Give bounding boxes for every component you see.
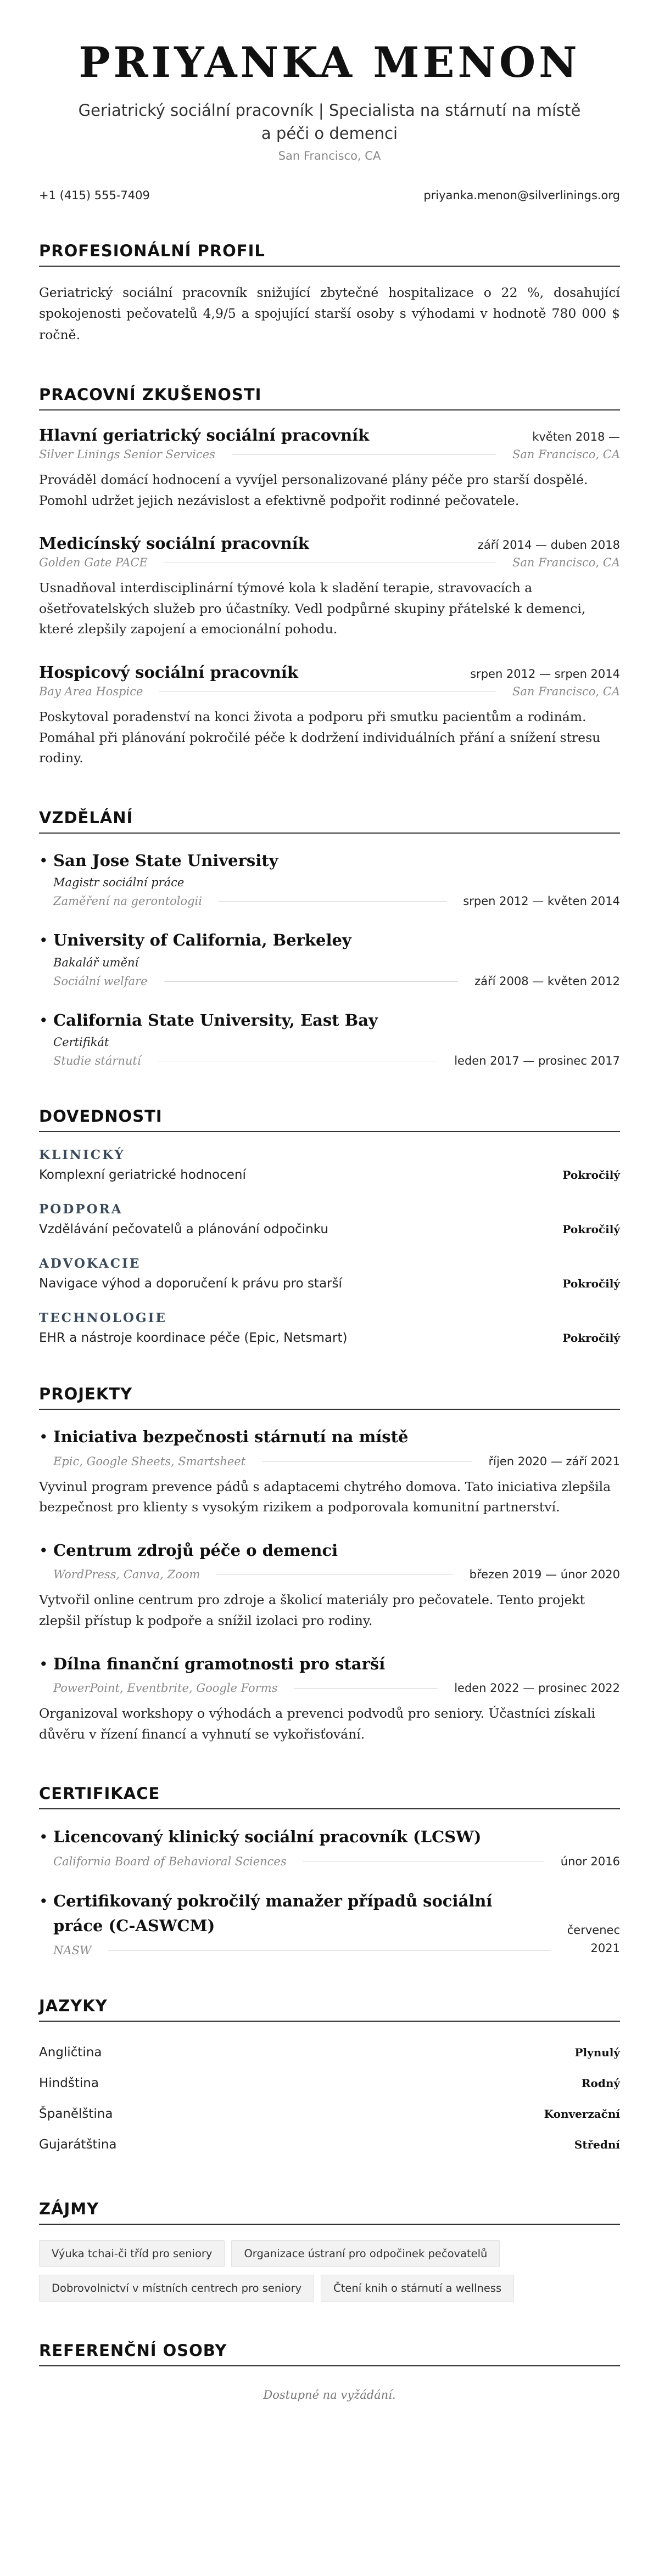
degree: Certifikát [53,1036,109,1049]
education-dates: září 2008 — květen 2012 [474,974,620,988]
language-level: Střední [574,2138,620,2152]
interest-tag: Výuka tchai-či tříd pro seniory [39,2240,225,2267]
interest-tag: Organizace ústraní pro odpočinek pečovatelů [231,2240,500,2267]
section-title: PROJEKTY [39,1385,620,1410]
certification-name: Licencovaný klinický sociální pracovník (LCSW) [53,1827,482,1847]
project-name: Iniciativa bezpečnosti stárnutí na místě [53,1427,409,1447]
skill-level: Pokročilý [562,1168,620,1182]
school-name: San Jose State University [53,851,278,870]
job-org: Bay Area Hospice [39,684,143,698]
field-of-study: Sociální welfare [53,974,148,988]
language-row [39,2129,620,2160]
skill-group [39,1202,620,1236]
language-name: Hindština [39,2076,99,2091]
profile-text: Geriatrický sociální pracovník snižující zbytečné hospitalizace o 22 %, dosahující spokojenosti pečovatelů 4,9/5 a spojující starší osoby s výhodami v hodnotě 780 000 $ ročně. [39,284,620,343]
candidate-name: PRIYANKA MENON [79,38,580,87]
language-level: Plynulý [574,2046,620,2060]
job-entry [39,426,620,511]
school-name: University of California, Berkeley [53,931,351,950]
bullet-icon: • [39,1892,48,1911]
interest-tags [39,2240,620,2302]
language-name: Angličtina [39,2045,102,2060]
certification-entry [39,1889,620,1957]
skills-section [39,1107,620,1345]
skill-level: Pokročilý [562,1277,620,1291]
skill-level: Pokročilý [562,1223,620,1236]
section-title: ZÁJMY [39,2200,620,2225]
job-description: Usnadňoval interdisciplinární týmové kola k sladění terapie, stravovacích a ošetřovatelských služeb pro účastníky. Vedl podpůrné skupiny přátelské k demenci, které zlepšily zapojení a emocionální pohodu. [39,580,586,637]
field-of-study: Studie stárnutí [53,1054,141,1068]
resume-page [39,0,620,2401]
job-entry [39,534,620,640]
skill-group [39,1311,620,1345]
project-description: Vyvinul program prevence pádů s adaptacemi chytrého domova. Tato iniciativa zlepšila bezpečnost pro klienty s vysokým rizikem a podporovala komunitní partnerství. [39,1478,611,1515]
skill-name: Vzdělávání pečovatelů a plánování odpočinku [39,1222,328,1237]
education-entry [39,849,620,908]
phone-number: +1 (415) 555-7409 [39,188,150,202]
skill-name: Komplexní geriatrické hodnocení [39,1168,246,1183]
job-location: San Francisco, CA [512,684,620,698]
certification-entry [39,1825,620,1868]
candidate-location: San Francisco, CA [278,149,381,162]
language-row [39,2068,620,2099]
resume-header [39,40,620,162]
education-dates: leden 2017 — prosinec 2017 [454,1054,620,1068]
divider [232,454,496,455]
project-entry [39,1539,620,1632]
project-tools: WordPress, Canva, Zoom [53,1568,200,1582]
section-title: DOVEDNOSTI [39,1107,620,1132]
job-title: Hlavní geriatrický sociální pracovník [39,425,370,445]
degree: Magistr sociální práce [53,876,185,890]
skill-category: PODPORA [39,1202,123,1217]
school-name: California State University, East Bay [53,1010,378,1030]
divider [262,1461,472,1462]
skill-category: ADVOKACIE [39,1256,141,1272]
project-tools: Epic, Google Sheets, Smartsheet [53,1454,246,1468]
bullet-icon: • [39,1655,48,1673]
project-tools: PowerPoint, Eventbrite, Google Forms [53,1681,278,1695]
bullet-icon: • [39,1428,48,1447]
section-title: PROFESIONÁLNÍ PROFIL [39,241,620,267]
job-title: Medicínský sociální pracovník [39,534,309,553]
job-title: Hospicový sociální pracovník [39,662,298,682]
project-entry [39,1652,620,1745]
section-title: CERTIFIKACE [39,1784,620,1809]
divider [159,691,496,692]
education-dates: srpen 2012 — květen 2014 [463,895,620,908]
projects-section [39,1385,620,1745]
divider [108,1950,551,1951]
job-description: Prováděl domácí hodnocení a vyvíjel personalizované plány péče pro starší dospělé. Pomohl udržet jejich nezávislost a efektivně podpořit rodinné pečovatele. [39,471,588,508]
field-of-study: Zaměření na gerontologii [53,895,202,908]
section-title: VZDĚLÁNÍ [39,808,620,834]
interest-tag: Dobrovolnictví v místních centrech pro seniory [39,2275,314,2302]
bullet-icon: • [39,851,48,870]
skill-level: Pokročilý [562,1331,620,1345]
degree: Bakalář umění [53,955,139,969]
language-row [39,2037,620,2068]
certification-issuer: NASW [53,1944,92,1958]
language-name: Gujarátština [39,2138,117,2152]
section-title: PRACOVNÍ ZKUŠENOSTI [39,385,620,410]
certification-date: únor 2016 [560,1855,620,1869]
language-level: Rodný [581,2077,620,2090]
language-level: Konverzační [544,2107,620,2121]
email-address[interactable]: priyanka.menon@silverlinings.org [423,188,620,202]
skill-category: TECHNOLOGIE [39,1311,167,1326]
certification-date: červenec 2021 [567,1923,620,1955]
job-location: San Francisco, CA [512,556,620,570]
language-name: Španělština [39,2107,113,2122]
project-name: Centrum zdrojů péče o demenci [53,1540,338,1560]
section-title: REFERENČNÍ OSOBY [39,2341,620,2366]
job-dates: srpen 2012 — srpen 2014 [470,667,620,680]
project-dates: říjen 2020 — září 2021 [488,1454,620,1468]
job-entry [39,663,620,769]
bullet-icon: • [39,1828,48,1847]
job-org: Silver Linings Senior Services [39,447,215,461]
skill-group [39,1148,620,1182]
job-dates: květen 2018 — [532,430,620,443]
certification-name: Certifikovaný pokročilý manažer případů sociální práce (C-ASWCM) [53,1892,493,1936]
project-name: Dílna finanční gramotnosti pro starší [53,1654,386,1673]
bullet-icon: • [39,931,48,950]
skill-name: EHR a nástroje koordinace péče (Epic, Netsmart) [39,1331,348,1346]
skill-name: Navigace výhod a doporučení k právu pro starší [39,1276,342,1291]
job-org: Golden Gate PACE [39,556,148,570]
section-title: JAZYKY [39,1996,620,2022]
project-description: Organizoval workshopy o výhodách a prevenci podvodů pro seniory. Účastníci získali důvěru v řízení financí a vyhnutí se vykořisťování. [39,1706,596,1742]
project-dates: březen 2019 — únor 2020 [469,1568,620,1582]
project-dates: leden 2022 — prosinec 2022 [454,1681,620,1695]
education-entry [39,1009,620,1068]
education-section [39,808,620,1068]
interests-section [39,2200,620,2302]
job-location: San Francisco, CA [512,447,620,461]
education-entry [39,929,620,988]
experience-section [39,385,620,769]
job-description: Poskytoval poradenství na konci života a podporu při smutku pacientům a rodinám. Pomáhal při plánování pokročilé péče k dodržení individuálních přání a snížení stresu rodiny. [39,708,601,766]
language-row [39,2099,620,2129]
skill-group [39,1256,620,1291]
references-section [39,2341,620,2401]
bullet-icon: • [39,1541,48,1560]
contact-row [39,189,620,202]
skill-category: KLINICKÝ [39,1148,125,1163]
job-dates: září 2014 — duben 2018 [477,538,620,552]
languages-section [39,1996,620,2160]
profile-section [39,241,620,346]
candidate-tagline: Geriatrický sociální pracovník | Specialista na stárnutí na místě a péči o demenci [78,100,581,143]
divider [303,1861,544,1862]
references-note: Dostupné na vyžádání. [263,2388,396,2402]
certifications-section [39,1784,620,1957]
interest-tag: Čtení knih o stárnutí a wellness [321,2275,514,2302]
bullet-icon: • [39,1011,48,1030]
project-entry [39,1425,620,1518]
divider [294,1688,438,1689]
divider [219,901,446,902]
project-description: Vytvořil online centrum pro zdroje a školicí materiály pro pečovatele. Tento projekt zlepšil přístup k podpoře a snížil izolaci pro rodiny. [39,1592,585,1629]
divider [216,1574,453,1575]
certification-issuer: California Board of Behavioral Sciences [53,1855,287,1869]
divider [164,981,459,982]
